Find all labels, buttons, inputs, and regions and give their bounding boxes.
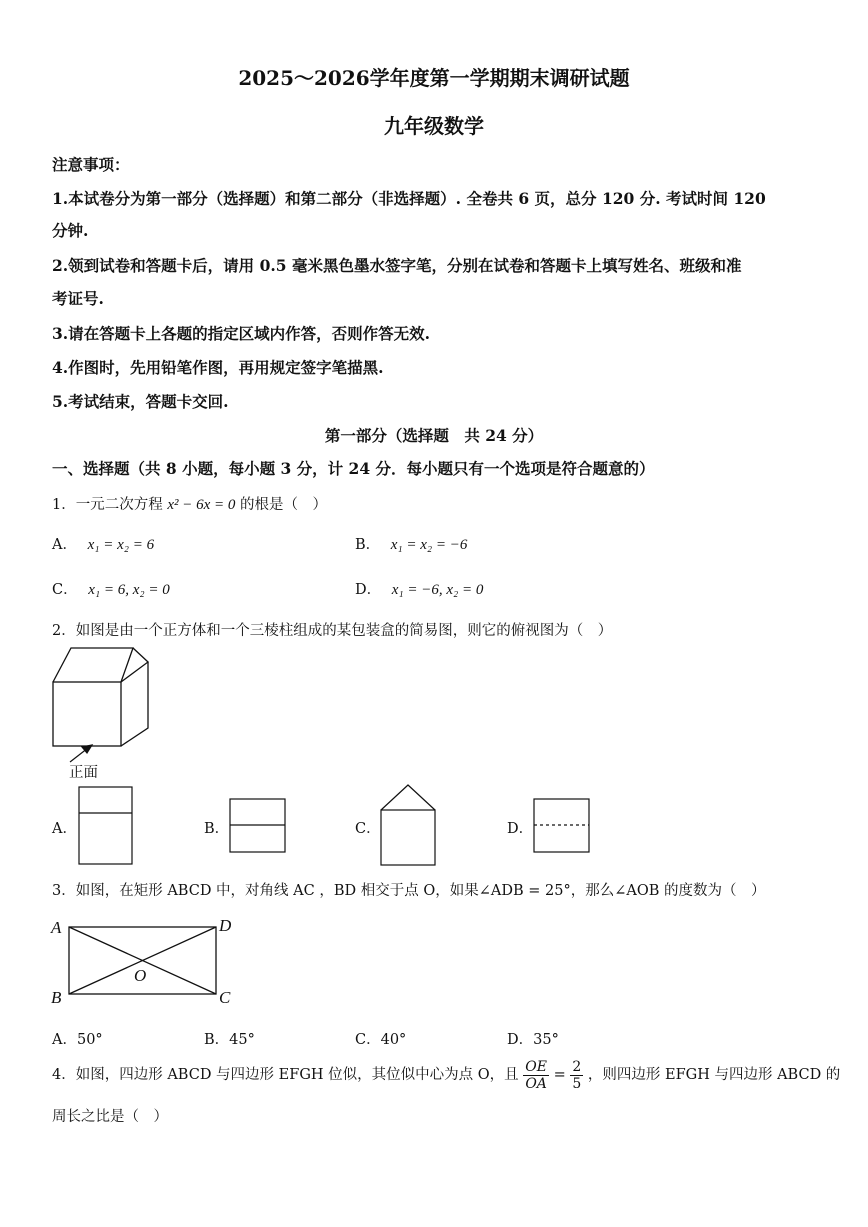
question-4-stem-part-2: ，则四边形 EFGH 与四边形 ABCD 的 — [587, 1067, 841, 1083]
question-2-option-b-figure — [229, 798, 287, 854]
question-3-stem: 3．如图，在矩形 ABCD 中，对角线 AC ，BD 相交于点 O，如果∠ADB = 25°，那么∠AOB 的度数为（ ） — [52, 883, 766, 899]
prism-top-left — [53, 648, 133, 682]
question-3-option-a — [52, 1028, 103, 1049]
option-text: x₁ = 6, x₂ = 0 — [88, 582, 170, 598]
question-1-equation: x² − 6x = 0 — [167, 497, 236, 513]
question-2-option-a-label: A． — [52, 821, 77, 837]
rectangle-abcd-figure — [48, 913, 248, 1008]
vertex-label-d: D — [219, 916, 232, 935]
question-1-option-a — [52, 533, 154, 554]
vertex-label-a: A — [51, 918, 62, 937]
option-text: 35° — [533, 1032, 559, 1048]
question-3-option-b — [204, 1028, 255, 1049]
note-item-5: 5.考试结束，答题卡交回. — [52, 392, 229, 411]
question-4-stem-line-1 — [52, 1058, 840, 1092]
notes-heading: 注意事项： — [52, 155, 130, 174]
equals-sign: = — [553, 1067, 566, 1083]
option-label: C． — [52, 582, 78, 598]
note-item-3: 3.请在答题卡上各题的指定区域内作答，否则作答无效. — [52, 324, 431, 343]
part-one-heading: 第一部分（选择题 共 24 分） — [324, 426, 544, 445]
question-2-option-a-figure — [78, 786, 134, 866]
fraction-denominator: OA — [525, 1075, 547, 1092]
question-3-option-c — [355, 1028, 406, 1049]
option-text: 50° — [76, 1032, 103, 1048]
question-1-prefix: 1．一元二次方程 — [52, 497, 163, 513]
note-item-4: 4.作图时，先用铅笔作图，再用规定签字笔描黑. — [52, 358, 384, 377]
option-text: 40° — [380, 1032, 407, 1048]
front-view-label: 正面 — [69, 765, 98, 781]
note-item-1-line-2: 分钟. — [52, 221, 89, 240]
question-2-option-d-figure — [533, 798, 591, 854]
question-2-option-d-label: D． — [507, 821, 534, 837]
prism-top-right — [121, 648, 148, 682]
question-2-stem: 2．如图是由一个正方体和一个三棱柱组成的某包装盒的简易图，则它的俯视图为（ ） — [52, 623, 613, 639]
option-label: D． — [507, 1032, 534, 1048]
question-4-stem-part-1: 4．如图，四边形 ABCD 与四边形 EFGH 位似，其位似中心为点 O，且 — [52, 1067, 519, 1083]
option-label: D． — [355, 582, 382, 598]
question-1-suffix: 的根是（ ） — [240, 497, 328, 513]
cube-side-face — [121, 662, 148, 746]
question-1-option-c — [52, 578, 170, 599]
section-one-heading: 一、选择题（共 8 小题，每小题 3 分，计 24 分．每小题只有一个选项是符合题意的） — [52, 459, 655, 478]
question-2-option-c-figure — [379, 783, 439, 867]
option-text: x₁ = −6, x₂ = 0 — [391, 582, 484, 598]
option-text: x₁ = x₂ = 6 — [87, 537, 155, 553]
exam-subject: 九年级数学 — [384, 114, 484, 138]
option-label: A． — [52, 537, 77, 553]
vertex-label-b: B — [51, 988, 62, 1007]
fraction-numerator: 2 — [572, 1058, 582, 1075]
question-4-stem-line-2: 周长之比是（ ） — [52, 1109, 168, 1125]
box-3d-figure — [48, 644, 158, 784]
ratio-oe-oa-fraction — [523, 1059, 549, 1092]
question-1-option-d — [355, 578, 483, 599]
cube-front-face — [53, 682, 121, 746]
question-2-option-c-label: C． — [355, 821, 381, 837]
option-text: x₁ = x₂ = −6 — [390, 537, 468, 553]
vertex-label-c: C — [219, 988, 231, 1007]
question-2-option-b-label: B． — [204, 821, 230, 837]
note-item-2-line-1: 2.领到试卷和答题卡后，请用 0.5 毫米黑色墨水签字笔，分别在试卷和答题卡上填写姓名、班级和准 — [52, 256, 742, 275]
question-1-stem — [52, 493, 327, 514]
question-1-option-b — [355, 533, 467, 554]
ratio-value-fraction — [570, 1059, 583, 1092]
option-text: 45° — [229, 1032, 255, 1048]
fraction-denominator: 5 — [572, 1075, 582, 1092]
option-label: A． — [52, 1032, 77, 1048]
note-item-2-line-2: 考证号. — [52, 289, 104, 308]
fraction-numerator: OE — [525, 1058, 547, 1075]
option-label: C． — [355, 1032, 381, 1048]
note-item-1-line-1: 1.本试卷分为第一部分（选择题）和第二部分（非选择题）. 全卷共 6 页，总分 120 分. 考试时间 120 — [52, 189, 766, 208]
option-label: B． — [204, 1032, 230, 1048]
exam-title: 2025～2026学年度第一学期期末调研试题 — [238, 66, 630, 90]
option-label: B． — [355, 537, 381, 553]
question-3-option-d — [507, 1028, 559, 1049]
center-label-o: O — [134, 966, 147, 985]
